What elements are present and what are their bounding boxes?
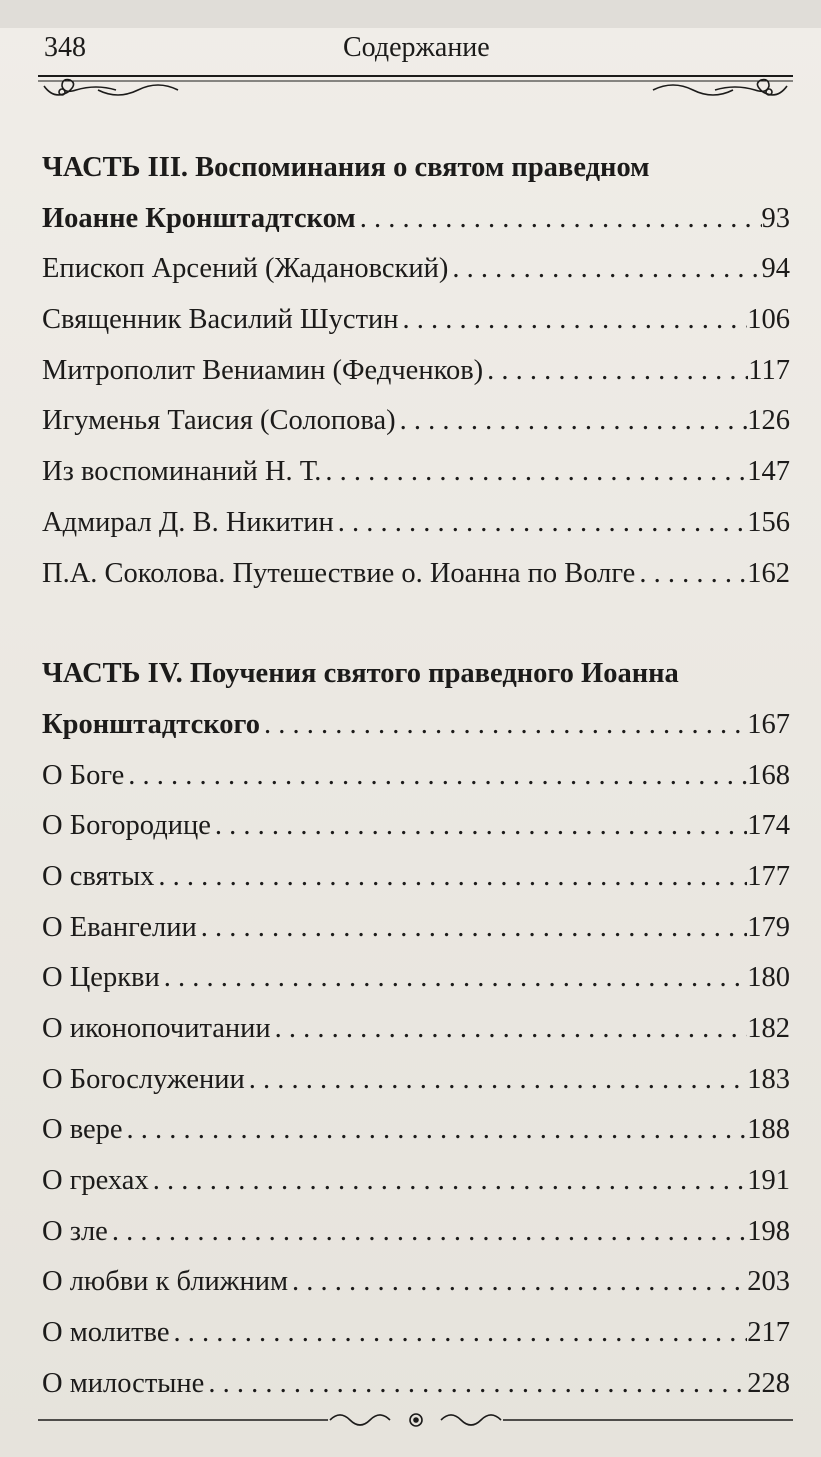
leader-dots xyxy=(204,1359,747,1410)
leader-dots xyxy=(321,447,747,498)
leader-dots xyxy=(399,295,748,346)
toc-entry[interactable]: О Богослужении . . . 183 xyxy=(42,1055,790,1106)
toc-entry[interactable]: О иконопочитании . . . 182 xyxy=(42,1004,790,1055)
running-header-title: Содержание xyxy=(343,32,490,63)
part4-heading-line2: Кронштадтского . . . 167 xyxy=(42,700,790,751)
toc-entry[interactable]: Священник Василий Шустин . . . 106 xyxy=(42,295,790,346)
toc-entry[interactable]: О Богородице . . . 174 xyxy=(42,801,790,852)
toc-entry[interactable]: Адмирал Д. В. Никитин . . . 156 xyxy=(42,498,790,549)
leader-dots xyxy=(160,953,748,1004)
toc-entry[interactable]: П.А. Соколова. Путешествие о. Иоанна по Волге . . . 162 xyxy=(42,549,790,600)
leader-dots xyxy=(170,1308,748,1359)
toc-entry[interactable]: О вере . . . 188 xyxy=(42,1105,790,1156)
toc-entry[interactable]: О милостыне . . . 228 xyxy=(42,1359,790,1410)
leader-dots xyxy=(334,498,748,549)
toc-entry[interactable]: О зле . . . 198 xyxy=(42,1207,790,1258)
toc-entry[interactable]: О Боге . . . 168 xyxy=(42,751,790,802)
leader-dots xyxy=(483,346,748,397)
toc-entry[interactable]: О Церкви . . . 180 xyxy=(42,953,790,1004)
toc-entry[interactable]: О грехах . . . 191 xyxy=(42,1156,790,1207)
leader-dots xyxy=(260,700,747,751)
leader-dots xyxy=(288,1257,747,1308)
toc-entry[interactable]: О любви к ближним . . . 203 xyxy=(42,1257,790,1308)
section-gap xyxy=(42,599,790,649)
leader-dots xyxy=(245,1055,748,1106)
toc-entry[interactable]: Епископ Арсений (Жадановский) . . . 94 xyxy=(42,244,790,295)
leader-dots xyxy=(356,194,762,245)
leader-dots xyxy=(271,1004,748,1055)
toc-entry[interactable]: О Евангелии . . . 179 xyxy=(42,903,790,954)
leader-dots xyxy=(211,801,747,852)
leader-dots xyxy=(154,852,747,903)
top-ornament-icon xyxy=(38,70,793,118)
toc-entry[interactable]: Из воспоминаний Н. Т. . . . 147 xyxy=(42,447,790,498)
page-edge-shadow xyxy=(0,0,821,28)
toc-entry[interactable]: О святых . . . 177 xyxy=(42,852,790,903)
part3-heading-line2: Иоанне Кронштадтском . . . 93 xyxy=(42,194,790,245)
bottom-ornament-icon xyxy=(38,1408,793,1438)
toc-entry[interactable]: Митрополит Вениамин (Федченков) . . . 117 xyxy=(42,346,790,397)
toc-entry[interactable]: Игуменья Таисия (Солопова) . . . 126 xyxy=(42,396,790,447)
leader-dots xyxy=(123,1105,748,1156)
table-of-contents xyxy=(42,143,790,1410)
leader-dots xyxy=(396,396,748,447)
leader-dots xyxy=(124,751,747,802)
part3-heading-line1: ЧАСТЬ III. Воспоминания о святом праведном xyxy=(42,152,650,183)
leader-dots xyxy=(448,244,761,295)
leader-dots xyxy=(108,1207,747,1258)
leader-dots xyxy=(149,1156,748,1207)
leader-dots xyxy=(197,903,747,954)
page-number: 348 xyxy=(44,32,86,63)
toc-entry[interactable]: О молитве . . . 217 xyxy=(42,1308,790,1359)
leader-dots xyxy=(635,549,747,600)
part4-heading-line1: ЧАСТЬ IV. Поучения святого праведного Иоанна xyxy=(42,658,679,690)
